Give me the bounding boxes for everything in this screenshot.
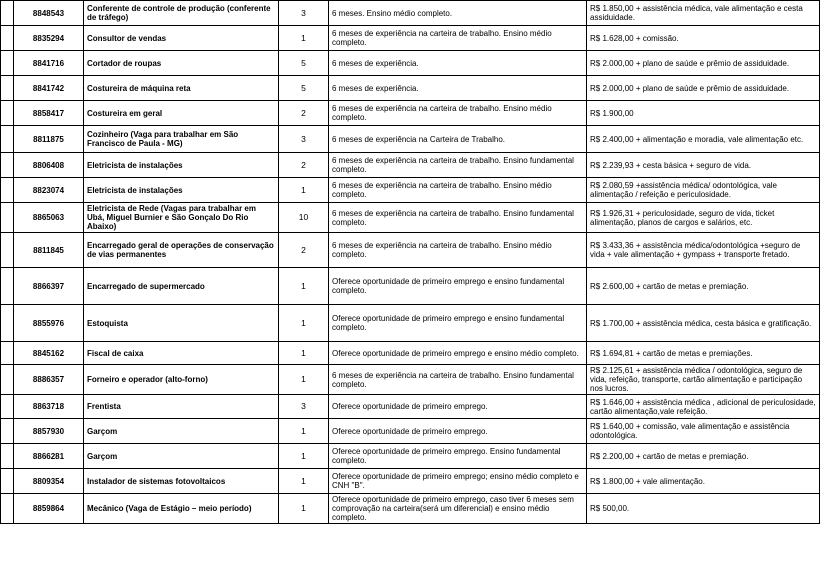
vacancy-count: 5 <box>279 51 329 76</box>
job-title: Costureira de máquina reta <box>84 76 279 101</box>
table-row <box>1 1 820 26</box>
job-salary: R$ 2.239,93 + cesta básica + seguro de vida. <box>587 153 820 178</box>
vacancy-count: 1 <box>279 444 329 469</box>
job-requirements: 6 meses de experiência na carteira de trabalho. Ensino médio completo. <box>329 101 587 126</box>
job-title: Garçom <box>84 444 279 469</box>
job-code: 8841716 <box>14 51 84 76</box>
vacancy-count: 1 <box>279 268 329 305</box>
job-salary: R$ 500,00. <box>587 494 820 524</box>
row-margin-cell <box>1 51 14 76</box>
job-requirements: 6 meses de experiência na carteira de trabalho. Ensino médio completo. <box>329 233 587 268</box>
job-requirements: 6 meses de experiência na carteira de trabalho. Ensino médio completo. <box>329 178 587 203</box>
table-row <box>1 444 820 469</box>
table-row <box>1 469 820 494</box>
vacancy-count: 1 <box>279 469 329 494</box>
job-salary: R$ 1.926,31 + periculosidade, seguro de vida, ticket alimentação, planos de cargos e salários, etc. <box>587 203 820 233</box>
job-salary: R$ 1.800,00 + vale alimentação. <box>587 469 820 494</box>
job-title: Encarregado de supermercado <box>84 268 279 305</box>
job-title: Fiscal de caixa <box>84 342 279 365</box>
row-margin-cell <box>1 126 14 153</box>
job-title: Conferente de controle de produção (conferente de tráfego) <box>84 1 279 26</box>
row-margin-cell <box>1 153 14 178</box>
job-code: 8865063 <box>14 203 84 233</box>
job-title: Mecânico (Vaga de Estágio – meio período) <box>84 494 279 524</box>
table-row <box>1 395 820 419</box>
job-requirements: Oferece oportunidade de primeiro emprego, caso tiver 6 meses sem comprovação na carteira(será um diferencial) e ensino médio completo. <box>329 494 587 524</box>
job-requirements: Oferece oportunidade de primeiro emprego. <box>329 395 587 419</box>
job-salary: R$ 1.700,00 + assistência médica, cesta básica e gratificação. <box>587 305 820 342</box>
table-row <box>1 268 820 305</box>
job-title: Estoquista <box>84 305 279 342</box>
row-margin-cell <box>1 494 14 524</box>
vacancy-count: 5 <box>279 76 329 101</box>
job-title: Encarregado geral de operações de conservação de vias permanentes <box>84 233 279 268</box>
table-row <box>1 126 820 153</box>
job-code: 8855976 <box>14 305 84 342</box>
table-row <box>1 494 820 524</box>
job-salary: R$ 3.433,36 + assistência médica/odontológica +seguro de vida + vale alimentação + gympass + transporte fretado. <box>587 233 820 268</box>
job-title: Eletricista de instalações <box>84 153 279 178</box>
table-row <box>1 101 820 126</box>
vacancy-count: 1 <box>279 419 329 444</box>
row-margin-cell <box>1 76 14 101</box>
table-row <box>1 153 820 178</box>
job-code: 8811845 <box>14 233 84 268</box>
vacancy-count: 1 <box>279 26 329 51</box>
table-row <box>1 26 820 51</box>
job-title: Cozinheiro (Vaga para trabalhar em São Francisco de Paula - MG) <box>84 126 279 153</box>
job-code: 8886357 <box>14 365 84 395</box>
job-salary: R$ 2.400,00 + alimentação e moradia, vale alimentação etc. <box>587 126 820 153</box>
vacancy-count: 10 <box>279 203 329 233</box>
job-salary: R$ 2.125,61 + assistência médica / odontológica, seguro de vida, refeição, transporte, cartão alimentação e participação nos lucros. <box>587 365 820 395</box>
job-requirements: Oferece oportunidade de primeiro emprego. Ensino fundamental completo. <box>329 444 587 469</box>
vacancy-count: 1 <box>279 494 329 524</box>
job-code: 8858417 <box>14 101 84 126</box>
job-salary: R$ 2.600,00 + cartão de metas e premiação. <box>587 268 820 305</box>
job-requirements: 6 meses de experiência na carteira de trabalho. Ensino fundamental completo. <box>329 153 587 178</box>
job-salary: R$ 2.200,00 + cartão de metas e premiação. <box>587 444 820 469</box>
row-margin-cell <box>1 178 14 203</box>
vacancy-count: 2 <box>279 233 329 268</box>
job-requirements: 6 meses de experiência. <box>329 76 587 101</box>
job-title: Instalador de sistemas fotovoltaicos <box>84 469 279 494</box>
job-requirements: Oferece oportunidade de primeiro emprego e ensino fundamental completo. <box>329 305 587 342</box>
vacancy-count: 1 <box>279 178 329 203</box>
job-salary: R$ 1.850,00 + assistência médica, vale alimentação e cesta assiduidade. <box>587 1 820 26</box>
job-requirements: 6 meses de experiência. <box>329 51 587 76</box>
job-code: 8857930 <box>14 419 84 444</box>
table-row <box>1 419 820 444</box>
row-margin-cell <box>1 203 14 233</box>
job-requirements: 6 meses de experiência na Carteira de Trabalho. <box>329 126 587 153</box>
table-row <box>1 76 820 101</box>
row-margin-cell <box>1 26 14 51</box>
job-code: 8848543 <box>14 1 84 26</box>
job-requirements: Oferece oportunidade de primeiro emprego e ensino fundamental completo. <box>329 268 587 305</box>
job-code: 8809354 <box>14 469 84 494</box>
job-code: 8866281 <box>14 444 84 469</box>
job-salary: R$ 2.080,59 +assistência médica/ odontológica, vale alimentação / refeição e periculosidade. <box>587 178 820 203</box>
vacancy-count: 1 <box>279 305 329 342</box>
table-row <box>1 51 820 76</box>
vacancy-count: 2 <box>279 101 329 126</box>
row-margin-cell <box>1 444 14 469</box>
job-requirements: 6 meses. Ensino médio completo. <box>329 1 587 26</box>
job-salary: R$ 2.000,00 + plano de saúde e prêmio de assiduidade. <box>587 76 820 101</box>
vacancy-count: 1 <box>279 342 329 365</box>
row-margin-cell <box>1 419 14 444</box>
row-margin-cell <box>1 469 14 494</box>
job-salary: R$ 1.900,00 <box>587 101 820 126</box>
table-row <box>1 365 820 395</box>
job-requirements: 6 meses de experiência na carteira de trabalho. Ensino fundamental completo. <box>329 203 587 233</box>
job-code: 8811875 <box>14 126 84 153</box>
job-requirements: 6 meses de experiência na carteira de trabalho. Ensino fundamental completo. <box>329 365 587 395</box>
vacancy-count: 3 <box>279 126 329 153</box>
table-row <box>1 203 820 233</box>
row-margin-cell <box>1 268 14 305</box>
job-requirements: Oferece oportunidade de primeiro emprego. <box>329 419 587 444</box>
job-code: 8823074 <box>14 178 84 203</box>
job-title: Eletricista de instalações <box>84 178 279 203</box>
job-salary: R$ 1.694,81 + cartão de metas e premiações. <box>587 342 820 365</box>
row-margin-cell <box>1 342 14 365</box>
job-salary: R$ 1.646,00 + assistência médica , adicional de periculosidade, cartão alimentação,vale refeição. <box>587 395 820 419</box>
job-code: 8845162 <box>14 342 84 365</box>
job-requirements: Oferece oportunidade de primeiro emprego; ensino médio completo e CNH "B". <box>329 469 587 494</box>
job-title: Frentista <box>84 395 279 419</box>
table-row <box>1 178 820 203</box>
row-margin-cell <box>1 365 14 395</box>
job-title: Eletricista de Rede (Vagas para trabalhar em Ubá, Miguel Burnier e São Gonçalo Do Rio Abaixo) <box>84 203 279 233</box>
job-code: 8841742 <box>14 76 84 101</box>
table-row <box>1 305 820 342</box>
row-margin-cell <box>1 395 14 419</box>
job-requirements: 6 meses de experiência na carteira de trabalho. Ensino médio completo. <box>329 26 587 51</box>
vacancy-count: 3 <box>279 395 329 419</box>
vacancy-count: 3 <box>279 1 329 26</box>
job-listings-body <box>1 1 820 524</box>
job-code: 8859864 <box>14 494 84 524</box>
job-code: 8835294 <box>14 26 84 51</box>
row-margin-cell <box>1 101 14 126</box>
vacancy-count: 1 <box>279 365 329 395</box>
row-margin-cell <box>1 305 14 342</box>
vacancy-count: 2 <box>279 153 329 178</box>
table-row <box>1 233 820 268</box>
row-margin-cell <box>1 233 14 268</box>
row-margin-cell <box>1 1 14 26</box>
job-code: 8806408 <box>14 153 84 178</box>
job-salary: R$ 1.640,00 + comissão, vale alimentação e assistência odontológica. <box>587 419 820 444</box>
job-salary: R$ 2.000,00 + plano de saúde e prêmio de assiduidade. <box>587 51 820 76</box>
job-title: Costureira em geral <box>84 101 279 126</box>
job-title: Cortador de roupas <box>84 51 279 76</box>
job-title: Garçom <box>84 419 279 444</box>
job-title: Consultor de vendas <box>84 26 279 51</box>
job-title: Forneiro e operador (alto-forno) <box>84 365 279 395</box>
job-code: 8866397 <box>14 268 84 305</box>
table-row <box>1 342 820 365</box>
job-requirements: Oferece oportunidade de primeiro emprego e ensino médio completo. <box>329 342 587 365</box>
job-salary: R$ 1.628,00 + comissão. <box>587 26 820 51</box>
job-code: 8863718 <box>14 395 84 419</box>
